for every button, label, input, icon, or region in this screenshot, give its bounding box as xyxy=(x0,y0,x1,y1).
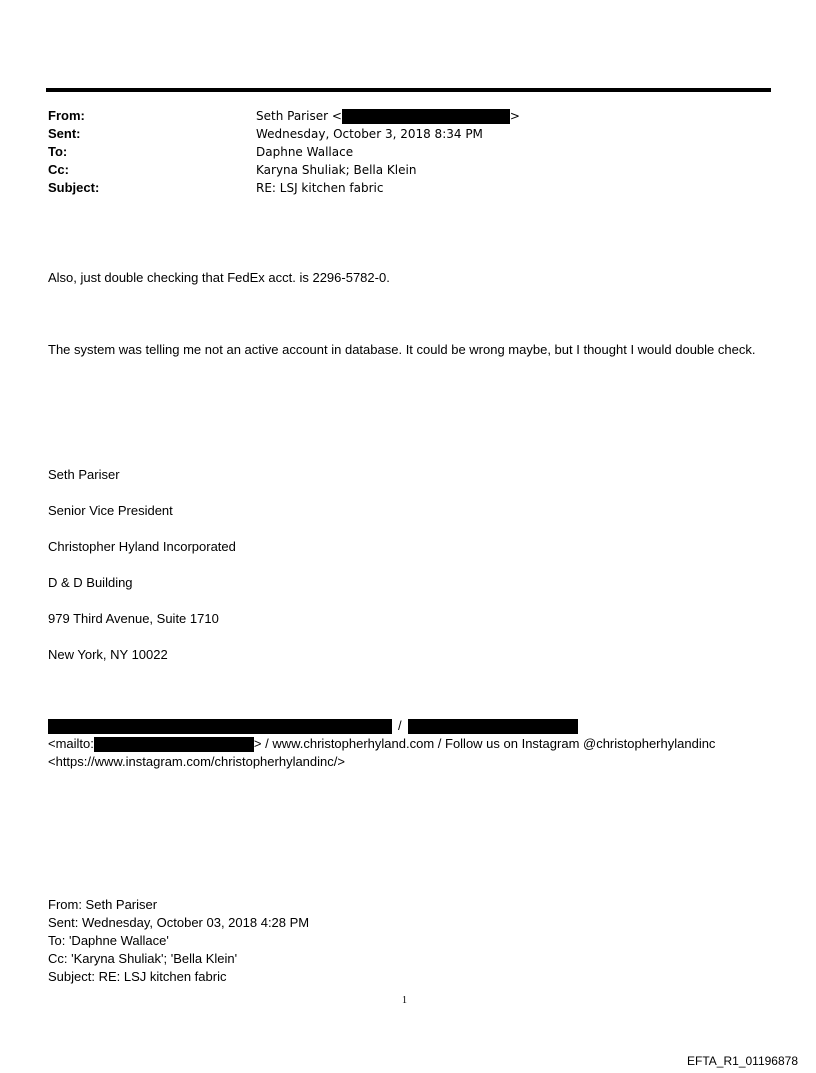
redacted-contact-2 xyxy=(408,719,578,734)
mailto-prefix: <mailto: xyxy=(48,736,94,751)
signature-contact-line xyxy=(48,717,578,735)
sent-value: Wednesday, October 3, 2018 8:34 PM xyxy=(256,127,483,141)
quoted-from: From: Seth Pariser xyxy=(48,897,158,912)
redacted-contact-1 xyxy=(48,719,392,734)
cc-label: Cc: xyxy=(48,162,69,177)
signature-company: Christopher Hyland Incorporated xyxy=(48,539,236,554)
signature-title: Senior Vice President xyxy=(48,503,173,518)
signature-links-line xyxy=(48,735,715,753)
subject-label: Subject: xyxy=(48,180,100,195)
to-value: Daphne Wallace xyxy=(256,145,354,159)
signature-building: D & D Building xyxy=(48,575,133,590)
page-number: 1 xyxy=(402,995,407,1006)
subject-value: RE: LSJ kitchen fabric xyxy=(256,181,384,195)
signature-address: 979 Third Avenue, Suite 1710 xyxy=(48,611,219,626)
header-rule xyxy=(46,88,771,92)
body-line-fedex: Also, just double checking that FedEx acct. is 2296-5782-0. xyxy=(48,270,390,285)
contact-separator: / xyxy=(398,718,402,733)
body-paragraph-system: The system was telling me not an active account in database. It could be wrong maybe, but I thought I would double check. xyxy=(48,342,756,357)
sent-label: Sent: xyxy=(48,126,81,141)
from-close: > xyxy=(509,109,520,123)
instagram-url[interactable]: <https://www.instagram.com/christopherhylandinc/> xyxy=(48,754,345,769)
quoted-subject: Subject: RE: LSJ kitchen fabric xyxy=(48,969,227,984)
website-instagram-text[interactable]: > / www.christopherhyland.com / Follow us on Instagram @christopherhylandinc xyxy=(253,736,716,751)
from-name: Seth Pariser < xyxy=(256,109,342,123)
from-label: From: xyxy=(48,108,85,123)
quoted-cc: Cc: 'Karyna Shuliak'; 'Bella Klein' xyxy=(48,951,238,966)
redacted-mailto xyxy=(94,737,254,752)
redacted-email xyxy=(342,109,510,124)
signature-city: New York, NY 10022 xyxy=(48,647,168,662)
cc-value: Karyna Shuliak; Bella Klein xyxy=(256,163,417,177)
document-id: EFTA_R1_01196878 xyxy=(687,1054,798,1068)
quoted-sent: Sent: Wednesday, October 03, 2018 4:28 PM xyxy=(48,915,310,930)
signature-name: Seth Pariser xyxy=(48,467,120,482)
quoted-to: To: 'Daphne Wallace' xyxy=(48,933,169,948)
from-value xyxy=(256,107,520,125)
to-label: To: xyxy=(48,144,68,159)
